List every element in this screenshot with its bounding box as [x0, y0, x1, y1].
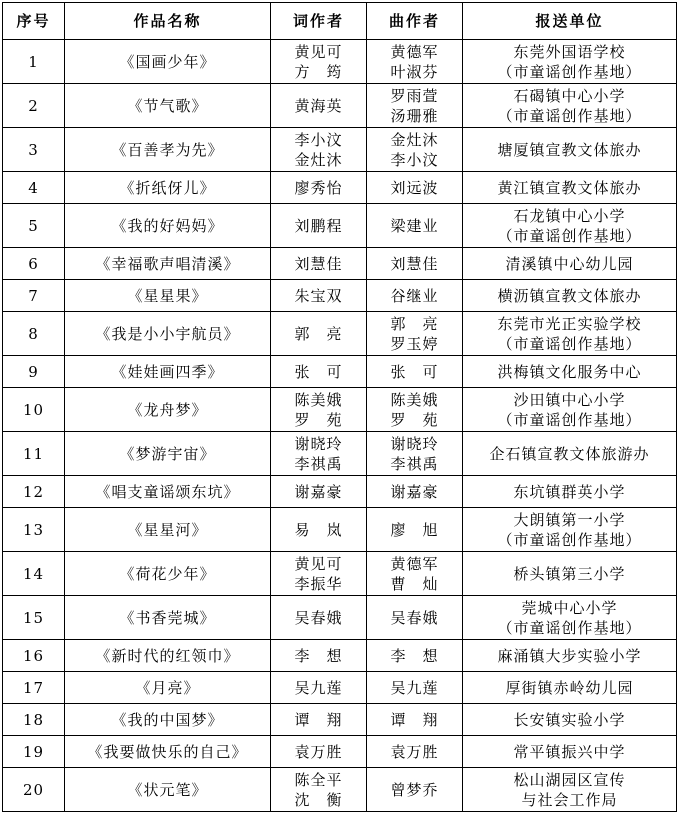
lyricist-cell: [271, 40, 367, 84]
serial-number-cell: 3: [3, 128, 65, 172]
submitting-unit-cell: [463, 640, 677, 672]
submitting-unit-cell: [463, 172, 677, 204]
composer-cell: [367, 736, 463, 768]
table-row: [3, 128, 677, 172]
composer-name: 李祺禹: [390, 454, 439, 473]
composer-name: 叶淑芬: [390, 62, 439, 81]
lyricist-name: 陈美娥: [294, 390, 343, 409]
table-row: [3, 508, 677, 552]
lyricist-cell: [271, 596, 367, 640]
composer-name: 罗 苑: [390, 410, 439, 429]
work-title-cell: 《新时代的红领巾》: [65, 640, 271, 672]
composer-name: 谷继业: [390, 286, 439, 305]
lyricist-name: 谢晓玲: [294, 434, 343, 453]
lyricist-cell: [271, 128, 367, 172]
unit-line: 企石镇宣教文体旅游办: [489, 444, 650, 463]
submitting-unit-cell: [463, 204, 677, 248]
composer-name: 廖 旭: [390, 520, 439, 539]
composer-cell: [367, 672, 463, 704]
submitting-unit-cell: [463, 432, 677, 476]
unit-line: （市童谣创作基地）: [497, 62, 642, 81]
serial-number-cell: 4: [3, 172, 65, 204]
unit-line: 常平镇振兴中学: [513, 742, 626, 761]
works-table-container: [2, 2, 676, 812]
serial-number-cell: 13: [3, 508, 65, 552]
composer-name: 黄德军: [390, 554, 439, 573]
serial-number-cell: 16: [3, 640, 65, 672]
lyricist-name: 廖秀怡: [294, 178, 343, 197]
lyricist-name: 金灶沐: [294, 150, 343, 169]
lyricist-cell: [271, 736, 367, 768]
composer-name: 刘慧佳: [390, 254, 439, 273]
unit-line: 石龙镇中心小学: [513, 206, 626, 225]
table-row: [3, 356, 677, 388]
lyricist-name: 黄海英: [294, 96, 343, 115]
lyricist-name: 李小汶: [294, 130, 343, 149]
composer-name: 谢嘉豪: [390, 482, 439, 501]
table-row: [3, 640, 677, 672]
lyricist-cell: [271, 508, 367, 552]
composer-cell: [367, 508, 463, 552]
work-title-cell: 《龙舟梦》: [65, 388, 271, 432]
lyricist-cell: [271, 84, 367, 128]
lyricist-cell: [271, 672, 367, 704]
composer-name: 袁万胜: [390, 742, 439, 761]
unit-line: （市童谣创作基地）: [497, 410, 642, 429]
table-body: [3, 40, 677, 812]
composer-name: 梁建业: [390, 216, 439, 235]
work-title-cell: 《梦游宇宙》: [65, 432, 271, 476]
serial-number-cell: 19: [3, 736, 65, 768]
lyricist-cell: [271, 640, 367, 672]
composer-cell: [367, 356, 463, 388]
unit-line: （市童谣创作基地）: [497, 226, 642, 245]
serial-number-cell: 20: [3, 768, 65, 812]
serial-number-cell: 5: [3, 204, 65, 248]
work-title-cell: 《娃娃画四季》: [65, 356, 271, 388]
unit-line: 横沥镇宣教文体旅办: [497, 286, 642, 305]
table-row: [3, 312, 677, 356]
works-table: [2, 2, 677, 812]
table-row: [3, 172, 677, 204]
submitting-unit-cell: [463, 672, 677, 704]
unit-line: （市童谣创作基地）: [497, 334, 642, 353]
submitting-unit-cell: [463, 40, 677, 84]
unit-line: 东坑镇群英小学: [513, 482, 626, 501]
submitting-unit-cell: [463, 356, 677, 388]
composer-name: 曾梦乔: [390, 780, 439, 799]
lyricist-name: 郭 亮: [294, 324, 343, 343]
lyricist-name: 李祺禹: [294, 454, 343, 473]
work-title-cell: 《星星河》: [65, 508, 271, 552]
composer-name: 陈美娥: [390, 390, 439, 409]
submitting-unit-cell: [463, 388, 677, 432]
lyricist-cell: [271, 704, 367, 736]
work-title-cell: 《我要做快乐的自己》: [65, 736, 271, 768]
serial-number-cell: 1: [3, 40, 65, 84]
lyricist-cell: [271, 388, 367, 432]
header-submitting-unit: 报送单位: [463, 3, 677, 40]
composer-cell: [367, 640, 463, 672]
table-row: [3, 552, 677, 596]
composer-cell: [367, 128, 463, 172]
lyricist-name: 张 可: [294, 362, 343, 381]
lyricist-cell: [271, 552, 367, 596]
work-title-cell: 《状元笔》: [65, 768, 271, 812]
work-title-cell: 《我的中国梦》: [65, 704, 271, 736]
unit-line: 与社会工作局: [521, 790, 618, 809]
table-row: [3, 476, 677, 508]
work-title-cell: 《节气歌》: [65, 84, 271, 128]
composer-name: 金灶沐: [390, 130, 439, 149]
table-row: [3, 248, 677, 280]
unit-line: 沙田镇中心小学: [513, 390, 626, 409]
composer-cell: [367, 388, 463, 432]
composer-cell: [367, 204, 463, 248]
composer-cell: [367, 704, 463, 736]
lyricist-name: 谢嘉豪: [294, 482, 343, 501]
lyricist-cell: [271, 248, 367, 280]
lyricist-cell: [271, 172, 367, 204]
unit-line: 塘厦镇宣教文体旅办: [497, 140, 642, 159]
unit-line: 东莞市光正实验学校: [497, 314, 642, 333]
composer-name: 罗玉婷: [390, 334, 439, 353]
lyricist-name: 方 筠: [294, 62, 343, 81]
composer-cell: [367, 596, 463, 640]
unit-line: 清溪镇中心幼儿园: [505, 254, 634, 273]
composer-name: 李 想: [390, 646, 439, 665]
composer-name: 黄德军: [390, 42, 439, 61]
composer-cell: [367, 172, 463, 204]
serial-number-cell: 9: [3, 356, 65, 388]
composer-name: 吴九莲: [390, 678, 439, 697]
composer-name: 罗雨萱: [390, 86, 439, 105]
header-lyricist: 词作者: [271, 3, 367, 40]
lyricist-name: 谭 翔: [294, 710, 343, 729]
work-title-cell: 《折纸伢儿》: [65, 172, 271, 204]
unit-line: 长安镇实验小学: [513, 710, 626, 729]
header-composer: 曲作者: [367, 3, 463, 40]
table-row: [3, 280, 677, 312]
composer-name: 汤珊雅: [390, 106, 439, 125]
composer-cell: [367, 476, 463, 508]
table-row: [3, 84, 677, 128]
composer-cell: [367, 84, 463, 128]
lyricist-name: 刘鹏程: [294, 216, 343, 235]
work-title-cell: 《荷花少年》: [65, 552, 271, 596]
unit-line: 桥头镇第三小学: [513, 564, 626, 583]
composer-cell: [367, 280, 463, 312]
composer-cell: [367, 768, 463, 812]
table-row: [3, 388, 677, 432]
lyricist-cell: [271, 204, 367, 248]
table-row: [3, 40, 677, 84]
lyricist-name: 易 岚: [294, 520, 343, 539]
serial-number-cell: 17: [3, 672, 65, 704]
submitting-unit-cell: [463, 280, 677, 312]
submitting-unit-cell: [463, 552, 677, 596]
table-row: [3, 672, 677, 704]
composer-name: 刘远波: [390, 178, 439, 197]
lyricist-name: 罗 苑: [294, 410, 343, 429]
lyricist-name: 李 想: [294, 646, 343, 665]
submitting-unit-cell: [463, 596, 677, 640]
lyricist-name: 袁万胜: [294, 742, 343, 761]
lyricist-name: 黄见可: [294, 554, 343, 573]
composer-cell: [367, 432, 463, 476]
work-title-cell: 《月亮》: [65, 672, 271, 704]
unit-line: 黄江镇宣教文体旅办: [497, 178, 642, 197]
submitting-unit-cell: [463, 736, 677, 768]
unit-line: 东莞外国语学校: [513, 42, 626, 61]
lyricist-name: 李振华: [294, 574, 343, 593]
lyricist-cell: [271, 476, 367, 508]
lyricist-name: 吴九莲: [294, 678, 343, 697]
unit-line: 洪梅镇文化服务中心: [497, 362, 642, 381]
lyricist-name: 沈 衡: [294, 790, 343, 809]
serial-number-cell: 11: [3, 432, 65, 476]
work-title-cell: 《我的好妈妈》: [65, 204, 271, 248]
composer-cell: [367, 248, 463, 280]
unit-line: （市童谣创作基地）: [497, 530, 642, 549]
lyricist-cell: [271, 768, 367, 812]
serial-number-cell: 15: [3, 596, 65, 640]
work-title-cell: 《书香莞城》: [65, 596, 271, 640]
composer-cell: [367, 552, 463, 596]
unit-line: 麻涌镇大步实验小学: [497, 646, 642, 665]
lyricist-cell: [271, 356, 367, 388]
submitting-unit-cell: [463, 248, 677, 280]
serial-number-cell: 18: [3, 704, 65, 736]
serial-number-cell: 6: [3, 248, 65, 280]
unit-line: 松山湖园区宣传: [513, 770, 626, 789]
work-title-cell: 《唱支童谣颂东坑》: [65, 476, 271, 508]
composer-cell: [367, 312, 463, 356]
lyricist-name: 黄见可: [294, 42, 343, 61]
unit-line: 石碣镇中心小学: [513, 86, 626, 105]
lyricist-name: 刘慧佳: [294, 254, 343, 273]
lyricist-cell: [271, 432, 367, 476]
table-row: [3, 204, 677, 248]
serial-number-cell: 8: [3, 312, 65, 356]
unit-line: （市童谣创作基地）: [497, 618, 642, 637]
lyricist-name: 吴春娥: [294, 608, 343, 627]
submitting-unit-cell: [463, 84, 677, 128]
composer-name: 李小汶: [390, 150, 439, 169]
work-title-cell: 《国画少年》: [65, 40, 271, 84]
work-title-cell: 《我是小小宇航员》: [65, 312, 271, 356]
table-row: [3, 596, 677, 640]
submitting-unit-cell: [463, 508, 677, 552]
work-title-cell: 《星星果》: [65, 280, 271, 312]
header-serial-number: 序号: [3, 3, 65, 40]
submitting-unit-cell: [463, 128, 677, 172]
submitting-unit-cell: [463, 476, 677, 508]
unit-line: 大朗镇第一小学: [513, 510, 626, 529]
composer-name: 谢晓玲: [390, 434, 439, 453]
lyricist-name: 朱宝双: [294, 286, 343, 305]
composer-name: 郭 亮: [390, 314, 439, 333]
composer-name: 谭 翔: [390, 710, 439, 729]
serial-number-cell: 12: [3, 476, 65, 508]
serial-number-cell: 14: [3, 552, 65, 596]
header-work-title: 作品名称: [65, 3, 271, 40]
submitting-unit-cell: [463, 768, 677, 812]
submitting-unit-cell: [463, 312, 677, 356]
serial-number-cell: 7: [3, 280, 65, 312]
lyricist-cell: [271, 312, 367, 356]
composer-cell: [367, 40, 463, 84]
unit-line: （市童谣创作基地）: [497, 106, 642, 125]
lyricist-cell: [271, 280, 367, 312]
table-row: [3, 704, 677, 736]
composer-name: 曹 灿: [390, 574, 439, 593]
header-row: [3, 3, 677, 40]
lyricist-name: 陈全平: [294, 770, 343, 789]
table-row: [3, 736, 677, 768]
unit-line: 厚街镇赤岭幼儿园: [505, 678, 634, 697]
table-row: [3, 432, 677, 476]
submitting-unit-cell: [463, 704, 677, 736]
table-header: [3, 3, 677, 40]
work-title-cell: 《幸福歌声唱清溪》: [65, 248, 271, 280]
serial-number-cell: 10: [3, 388, 65, 432]
table-row: [3, 768, 677, 812]
unit-line: 莞城中心小学: [521, 598, 618, 617]
serial-number-cell: 2: [3, 84, 65, 128]
composer-name: 张 可: [390, 362, 439, 381]
work-title-cell: 《百善孝为先》: [65, 128, 271, 172]
composer-name: 吴春娥: [390, 608, 439, 627]
